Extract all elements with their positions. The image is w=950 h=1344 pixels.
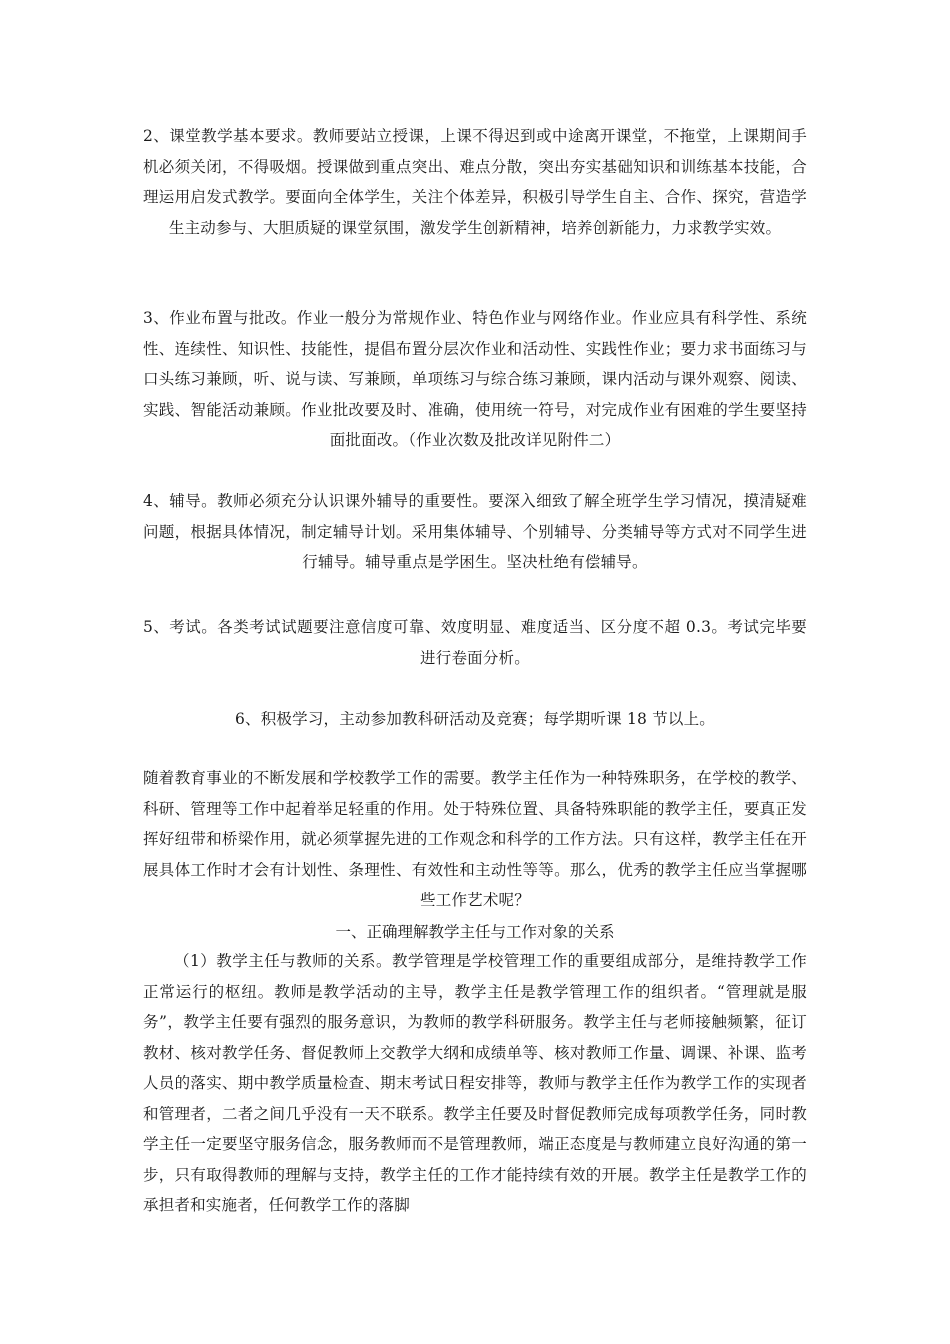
- paragraph-intro: 随着教育事业的不断发展和学校教学工作的需要。教学主任作为一种特殊职务，在学校的教学、科研、管理等工作中起着举足轻重的作用。处于特殊位置、具备特殊职能的教学主任，要真正发挥好纽带和桥梁作用，就必须掌握先进的工作观念和科学的工作方法。只有这样，教学主任在开展具体工作时才会有计划性、条理性、有效性和主动性等等。那么，优秀的教学主任应当掌握哪些工作艺术呢？: [143, 769, 807, 909]
- paragraph-tutoring: 4、辅导。教师必须充分认识课外辅导的重要性。要深入细致了解全班学生学习情况，摸清疑难问题，根据具体情况，制定辅导计划。采用集体辅导、个别辅导、分类辅导等方式对不同学生进行辅导。辅导重点是学困生。坚决杜绝有偿辅导。: [143, 492, 807, 571]
- paragraph-exams: 5、考试。各类考试试题要注意信度可靠、效度明显、难度适当、区分度不超 0.3。考试完毕要进行卷面分析。: [143, 618, 807, 667]
- paragraph-classroom-requirements: 2、课堂教学基本要求。教师要站立授课，上课不得迟到或中途离开课堂，不拖堂，上课期间手机必须关闭，不得吸烟。授课做到重点突出、难点分散，突出夯实基础知识和训练基本技能，合理运用启发式教学。要面向全体学生，关注个体差异，积极引导学生自主、合作、探究，营造学生主动参与、大胆质疑的课堂氛围，激发学生创新精神，培养创新能力，力求教学实效。: [143, 127, 807, 237]
- paragraph-section1-body: （1）教学主任与教师的关系。教学管理是学校管理工作的重要组成部分，是维持教学工作正常运行的枢纽。教师是教学活动的主导，教学主任是教学管理工作的组织者。“管理就是服务”，教学主任要有强烈的服务意识，为教师的教学科研服务。教学主任与老师接触频繁，征订教材、核对教学任务、督促教师上交教学大纲和成绩单等、核对教师工作量、调课、补课、监考人员的落实、期中教学质量检查、期末考试日程安排等，教师与教学主任作为教学工作的实现者和管理者，二者之间几乎没有一天不联系。教学主任要及时督促教师完成每项教学任务，同时教学主任一定要坚守服务信念，服务教师而不是管理教师，端正态度是与教师建立良好沟通的第一步，只有取得教师的理解与支持，教学主任的工作才能持续有效的开展。教学主任是教学工作的承担者和实施者，任何教学工作的落脚: [143, 952, 807, 1214]
- paragraph-homework: 3、作业布置与批改。作业一般分为常规作业、特色作业与网络作业。作业应具有科学性、系统性、连续性、知识性、技能性，提倡布置分层次作业和活动性、实践性作业；要力求书面练习与口头练习兼顾，听、说与读、写兼顾，单项练习与综合练习兼顾，课内活动与课外观察、阅读、实践、智能活动兼顾。作业批改要及时、准确，使用统一符号，对完成作业有困难的学生要坚持面批面改。（作业次数及批改详见附件二）: [143, 309, 807, 449]
- paragraph-study: 6、积极学习，主动参加教科研活动及竞赛；每学期听课 18 节以上。: [234, 710, 716, 728]
- section-heading: 一、正确理解教学主任与工作对象的关系: [335, 923, 615, 941]
